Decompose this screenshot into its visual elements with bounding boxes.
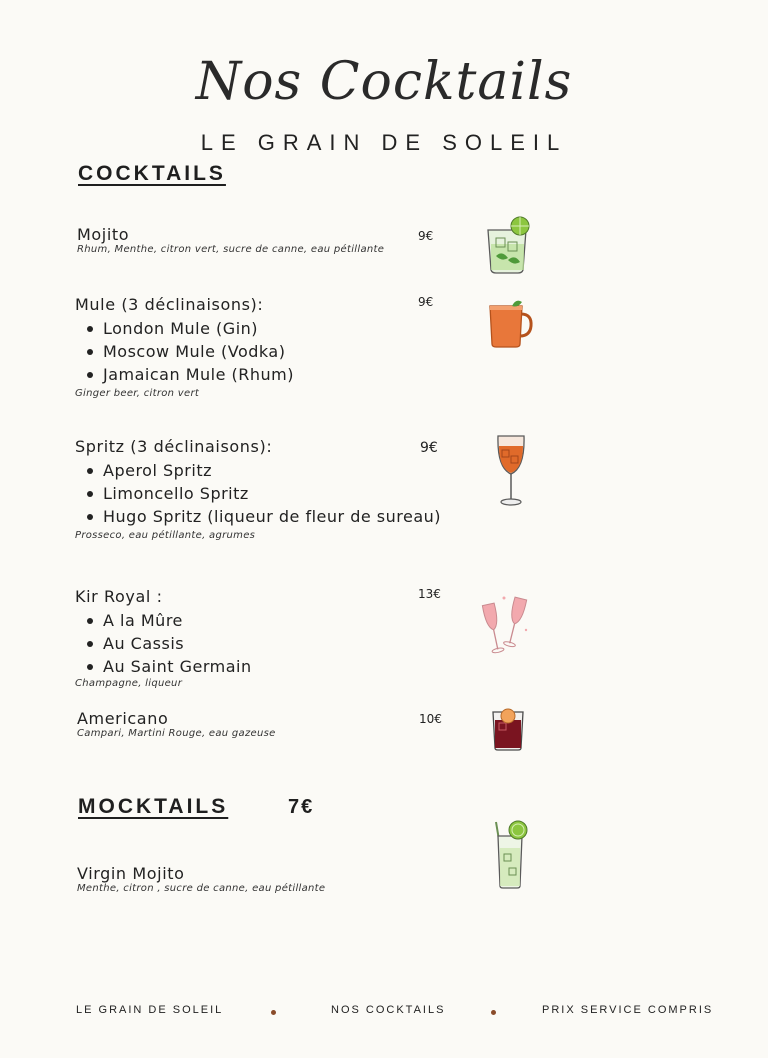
virgin-mojito-glass-icon — [492, 818, 532, 892]
footer-title: NOS COCKTAILS — [331, 1004, 446, 1016]
list-item: Jamaican Mule (Rhum) — [75, 363, 294, 386]
item-description: Menthe, citron , sucre de canne, eau pétillante — [77, 883, 326, 894]
item-description: Champagne, liqueur — [75, 678, 183, 689]
footer-dot — [491, 1010, 496, 1015]
menu-item-mojito — [77, 225, 384, 255]
script-title: Nos Cocktails — [195, 52, 573, 112]
footer-note: PRIX SERVICE COMPRIS — [542, 1004, 714, 1016]
item-price: 10€ — [419, 712, 442, 726]
item-price: 9€ — [420, 440, 438, 456]
menu-item-americano — [77, 709, 276, 739]
americano-glass-icon — [490, 704, 526, 752]
item-price: 9€ — [418, 229, 434, 243]
item-name: Americano — [77, 709, 169, 728]
item-price: 13€ — [418, 587, 441, 601]
item-name: Virgin Mojito — [77, 864, 185, 883]
item-description: Prosseco, eau pétillante, agrumes — [75, 530, 256, 541]
list-item: Limoncello Spritz — [75, 482, 441, 505]
champagne-flutes-icon — [476, 592, 534, 662]
brand-name: LE GRAIN DE SOLEIL — [200, 130, 568, 155]
variant-list — [75, 609, 252, 678]
menu-item-kir-royal — [75, 587, 252, 689]
item-name: Kir Royal : — [75, 587, 163, 606]
item-description: Rhum, Menthe, citron vert, sucre de canne, eau pétillante — [77, 244, 385, 255]
footer-dot — [271, 1010, 276, 1015]
mocktails-heading: MOCKTAILS — [78, 795, 229, 818]
item-price: 9€ — [418, 295, 434, 309]
spritz-glass-icon — [494, 432, 530, 510]
copper-mug-icon — [486, 300, 536, 350]
list-item: Aperol Spritz — [75, 459, 441, 482]
item-name: Mojito — [77, 225, 130, 244]
item-name: Spritz (3 déclinaisons): — [75, 437, 273, 456]
list-item: Au Cassis — [75, 632, 252, 655]
list-item: Moscow Mule (Vodka) — [75, 340, 294, 363]
item-description: Ginger beer, citron vert — [75, 388, 200, 399]
list-item: Au Saint Germain — [75, 655, 252, 678]
variant-list — [75, 317, 294, 386]
item-name: Mule (3 déclinaisons): — [75, 295, 264, 314]
list-item: Hugo Spritz (liqueur de fleur de sureau) — [75, 505, 441, 528]
list-item: A la Mûre — [75, 609, 252, 632]
mocktails-price: 7€ — [288, 796, 315, 818]
cocktails-heading: COCKTAILS — [78, 162, 226, 185]
footer-brand: LE GRAIN DE SOLEIL — [76, 1004, 224, 1016]
menu-item-virgin-mojito — [77, 864, 325, 894]
list-item: London Mule (Gin) — [75, 317, 294, 340]
menu-item-spritz — [75, 437, 441, 541]
menu-item-mule — [75, 295, 294, 399]
mojito-glass-icon — [482, 212, 534, 274]
item-description: Campari, Martini Rouge, eau gazeuse — [77, 728, 276, 739]
variant-list — [75, 459, 441, 528]
